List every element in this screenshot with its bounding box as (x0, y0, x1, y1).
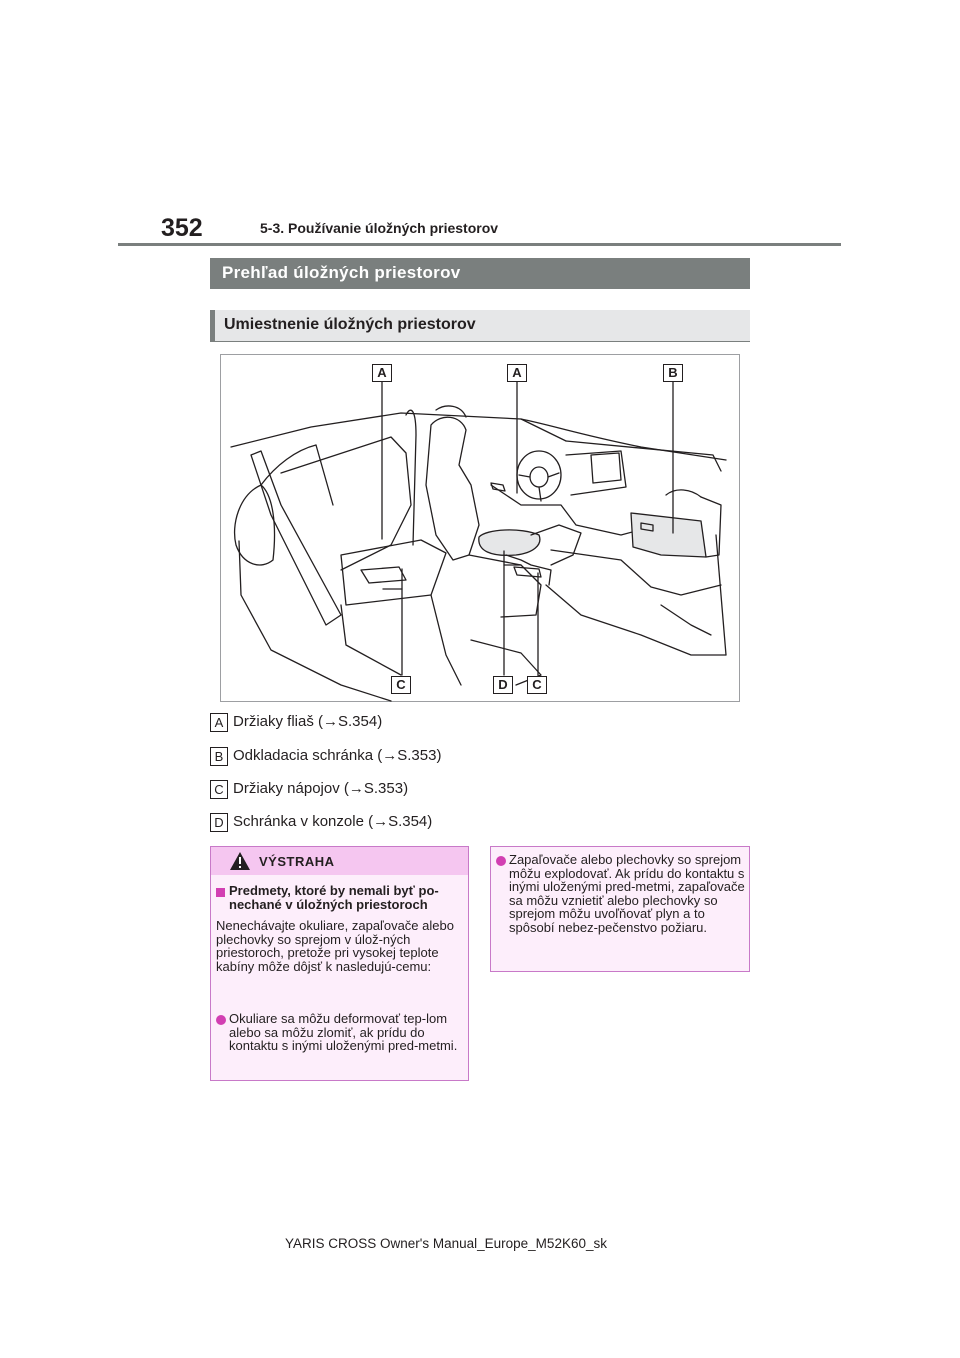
subsection-banner (210, 310, 750, 342)
warning-item: Zapaľovače alebo plechovky so sprejom môžu explodovať. Ak prídu do kontaktu s inými uloženými pred-metmi, zapaľovače sa môžu vznietiť alebo plechovky so sprejom môžu uvoľňovať plyn a to spôsobí nebez-pečenstvo požiaru. (509, 852, 745, 935)
subsection-title: Umiestnenie úložných priestorov (224, 316, 476, 333)
legend-key: A (210, 713, 228, 732)
section-title: Prehľad úložných priestorov (210, 258, 750, 289)
legend-text: Držiaky nápojov (→S.353) (233, 780, 409, 797)
legend-text: Odkladacia schránka (→S.353) (233, 747, 442, 764)
legend-text: Schránka v konzole (→S.354) (233, 813, 433, 830)
car-interior-illustration (220, 354, 740, 702)
square-bullet-icon (216, 888, 225, 897)
warning-heading: Predmety, ktoré by nemali byť po-nechané v úložných priestoroch (229, 883, 439, 912)
page-number: 352 (161, 214, 203, 242)
bullet-dot-icon (216, 1015, 226, 1025)
subsection-divider (210, 341, 750, 342)
section-header: 5-3. Používanie úložných priestorov (260, 220, 499, 236)
warning-title: VÝSTRAHA (259, 854, 335, 869)
warning-paragraph: Nenechávajte okuliare, zapaľovače alebo plechovky so sprejom v úlož-ných priestoroch, pretože pri vysokej teplote kabíny môže dôjsť k nasledujú-cemu: (216, 918, 454, 974)
legend-key: D (210, 813, 228, 832)
warning-body (211, 875, 468, 1080)
warning-triangle-icon (229, 851, 251, 871)
car-interior-drawing (221, 355, 741, 703)
subsection-accent-bar (210, 310, 215, 342)
legend-text: Držiaky fliaš (→S.354) (233, 713, 383, 730)
warning-box (210, 846, 469, 1081)
legend-key: C (210, 780, 228, 799)
warning-item: Okuliare sa môžu deformovať tep-lom alebo sa môžu zlomiť, ak prídu do kontaktu s inými uloženými pred-metmi. (229, 1011, 458, 1053)
warning-header (211, 847, 468, 875)
callout-a-right: A (507, 364, 527, 382)
callout-b: B (663, 364, 683, 382)
callout-c-right: C (527, 676, 547, 694)
warning-continuation-box (490, 846, 750, 972)
callout-d: D (493, 676, 513, 694)
bullet-dot-icon (496, 856, 506, 866)
footer: YARIS CROSS Owner's Manual_Europe_M52K60_sk (285, 1236, 607, 1251)
header-divider (118, 243, 841, 246)
legend-key: B (210, 747, 228, 766)
callout-a-left: A (372, 364, 392, 382)
callout-c-left: C (391, 676, 411, 694)
